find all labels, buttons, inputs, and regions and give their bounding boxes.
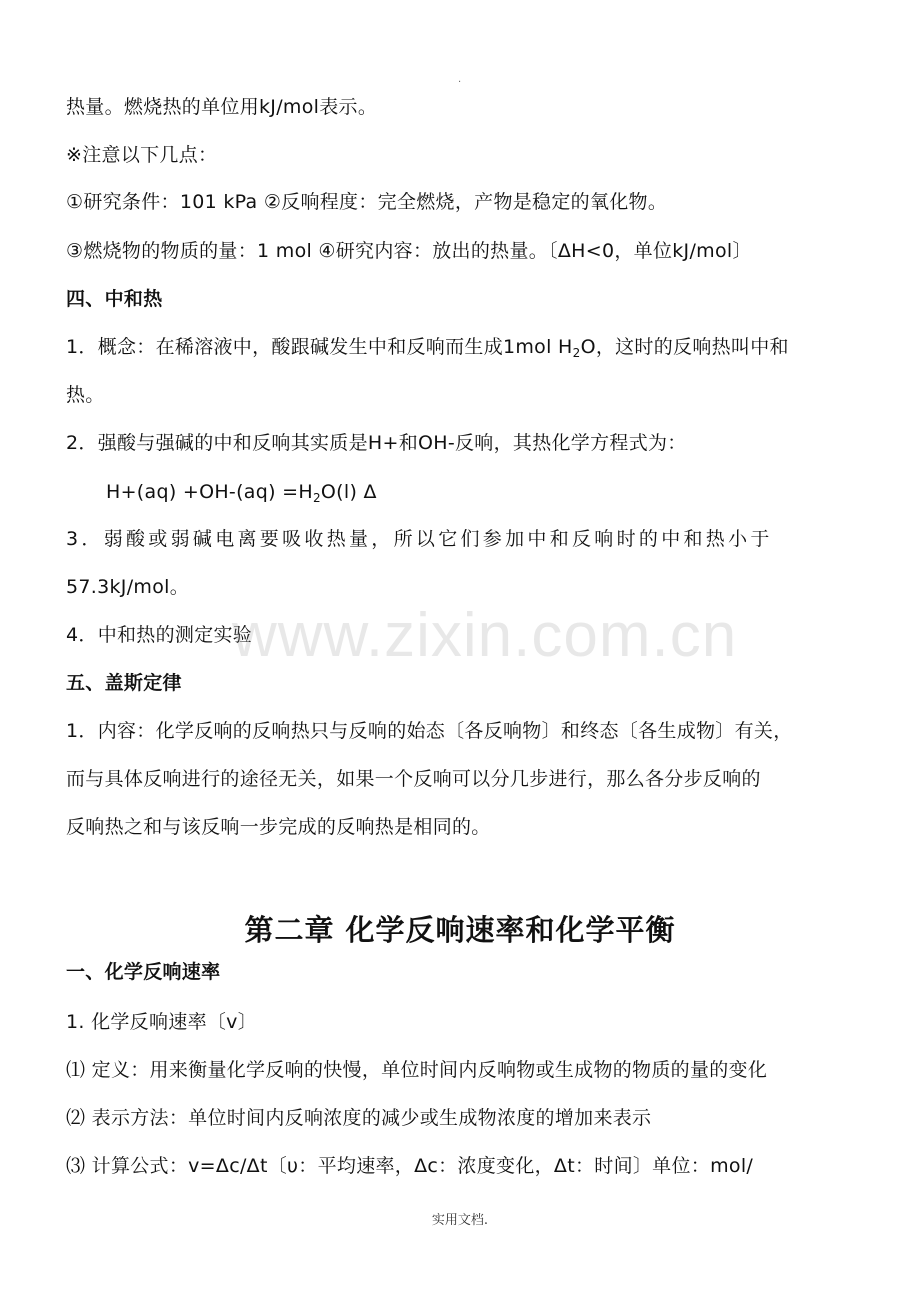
text-line: 而与具体反响进行的途径无关，如果一个反响可以分几步进行，那么各分步反响的 — [66, 768, 761, 790]
section-heading: 五、盖斯定律 — [66, 672, 182, 694]
equation-line — [106, 480, 377, 510]
section-heading: 一、化学反响速率 — [66, 961, 221, 983]
text-line: 热。 — [66, 384, 105, 406]
text-line: ③燃烧物的物质的量：1 mol ④研究内容：放出的热量。〔ΔH<0，单位kJ/mol〕 — [66, 240, 752, 262]
text-line: 4．中和热的测定实验 — [66, 624, 253, 646]
text-line: 反响热之和与该反响一步完成的反响热是相同的。 — [66, 816, 491, 838]
subscript: 2 — [572, 346, 581, 360]
text-segment: 1．概念：在稀溶液中，酸跟碱发生中和反响而生成1mol H — [66, 336, 573, 358]
text-line: 1. 化学反响速率〔v〕 — [66, 1011, 258, 1033]
text-line: ⑴ 定义：用来衡量化学反响的快慢，单位时间内反响物或生成物的物质的量的变化 — [66, 1059, 768, 1081]
subscript: 2 — [312, 491, 321, 505]
text-line: ⑵ 表示方法：单位时间内反响浓度的减少或生成物浓度的增加来表示 — [66, 1107, 652, 1129]
text-line: ①研究条件：101 kPa ②反响程度：完全燃烧，产物是稳定的氧化物。 — [66, 191, 668, 213]
text-segment: H+(aq) +OH-(aq) =H — [106, 481, 313, 503]
text-line: 57.3kJ/mol。 — [66, 576, 190, 598]
header-mark: . — [458, 74, 462, 85]
text-line: 1．内容：化学反响的反响热只与反响的始态〔各反响物〕和终态〔各生成物〕有关， — [66, 720, 793, 742]
text-line: 热量。燃烧热的单位用kJ/mol表示。 — [66, 96, 378, 118]
text-segment: O(l) Δ — [320, 481, 377, 503]
text-line — [66, 335, 789, 365]
text-line: 2．强酸与强碱的中和反响其实质是H+和OH-反响，其热化学方程式为： — [66, 432, 687, 454]
text-line: ⑶ 计算公式：v=Δc/Δt〔υ：平均速率，Δc：浓度变化，Δt：时间〕单位：mol/ — [66, 1155, 754, 1177]
chapter-title: 第二章 化学反响速率和化学平衡 — [244, 913, 676, 947]
page-footer: 实用文档. — [431, 1213, 489, 1228]
text-line: 3．弱酸或弱碱电离要吸收热量，所以它们参加中和反响时的中和热小于 — [66, 528, 773, 550]
text-segment: O，这时的反响热叫中和 — [580, 336, 789, 358]
text-line: ※注意以下几点： — [66, 144, 218, 166]
watermark: www.zixin.com.cn — [232, 601, 738, 670]
section-heading: 四、中和热 — [66, 288, 163, 310]
